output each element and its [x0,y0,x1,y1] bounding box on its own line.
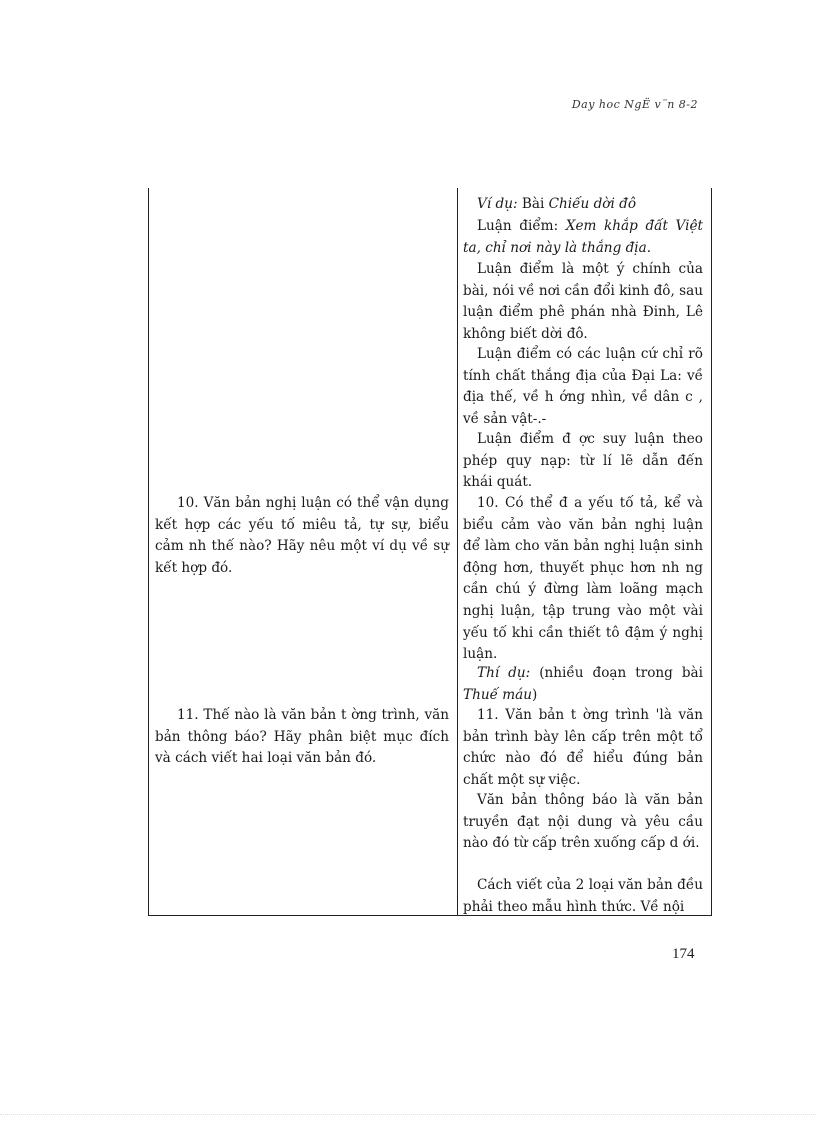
question-11: 11. Thế nào là văn bản t ờng trình, văn bản thông báo? Hãy phân biệt mục đích và cách viết hai loại văn bản đó. [155,707,449,767]
example-line [463,194,703,216]
answer-10-example [463,663,703,706]
answer-10: 10. Có thể đ a yếu tố tả, kể và biểu cảm vào văn bản nghị luận để làm cho văn bản nghị luận sinh động hơn, thuyết phục hơn nh ng cần chú ý đừng làm loãng mạch nghị luận, tập trung vào một vài yếu tố khi cần thiết tô đậm ý nghị luận. [463,495,703,663]
thesis-label: Luận điểm: [477,218,566,234]
answer-11: 11. Văn bản t ờng trình 'là văn bản trình bày lên cấp trên một tổ chức nào đó để hiểu đúng bản chất một sự việc. [463,707,703,788]
example-work: Chiếu dời đô [548,196,637,212]
analysis-paragraph-3: Luận điểm đ ợc suy luận theo phép quy nạp: từ lí lẽ dẫn đến khái quát. [463,431,703,491]
answer-11-paragraph-2: Văn bản thông báo là văn bản truyền đạt nội dung và yêu cầu nào đó từ cấp trên xuống cấp d ới. [463,792,703,852]
running-header: Day hoc NgË v¨n 8-2 [571,98,698,111]
answer-11-paragraph-3: Cách viết của 2 loại văn bản đều phải theo mẫu hình thức. Về nội [463,877,703,915]
example-text: (nhiều đoạn trong bài [530,665,703,681]
page-number: 174 [672,946,695,962]
example-label: Thí dụ: [477,665,531,681]
thesis-quote: Xem khắp đất Việt ta, chỉ nơi này là thắng địa. [463,218,703,256]
example-work: Thuế máu [463,686,533,703]
page-edge-dotted-line [0,1114,816,1115]
qa-table [148,188,712,916]
example-text: Bài [517,196,549,212]
analysis-paragraph-1: Luận điểm là một ý chính của bài, nói về nơi cần đổi kinh đô, sau luận điểm phê phán nhà Đinh, Lê không biết dời đô. [463,261,703,342]
example-close: ) [532,686,538,703]
thesis-line [463,216,703,259]
example-label: Ví dụ: [477,196,518,212]
question-10: 10. Văn bản nghị luận có thể vận dụng kết hợp các yếu tố miêu tả, tự sự, biểu cảm nh thế nào? Hãy nêu một ví dụ về sự kết hợp đó. [155,495,449,576]
analysis-paragraph-2: Luận điểm có các luận cứ chỉ rõ tính chất thắng địa của Đại La: về địa thế, về h ớng nhìn, về dân c , về sản vật-.- [463,346,703,427]
